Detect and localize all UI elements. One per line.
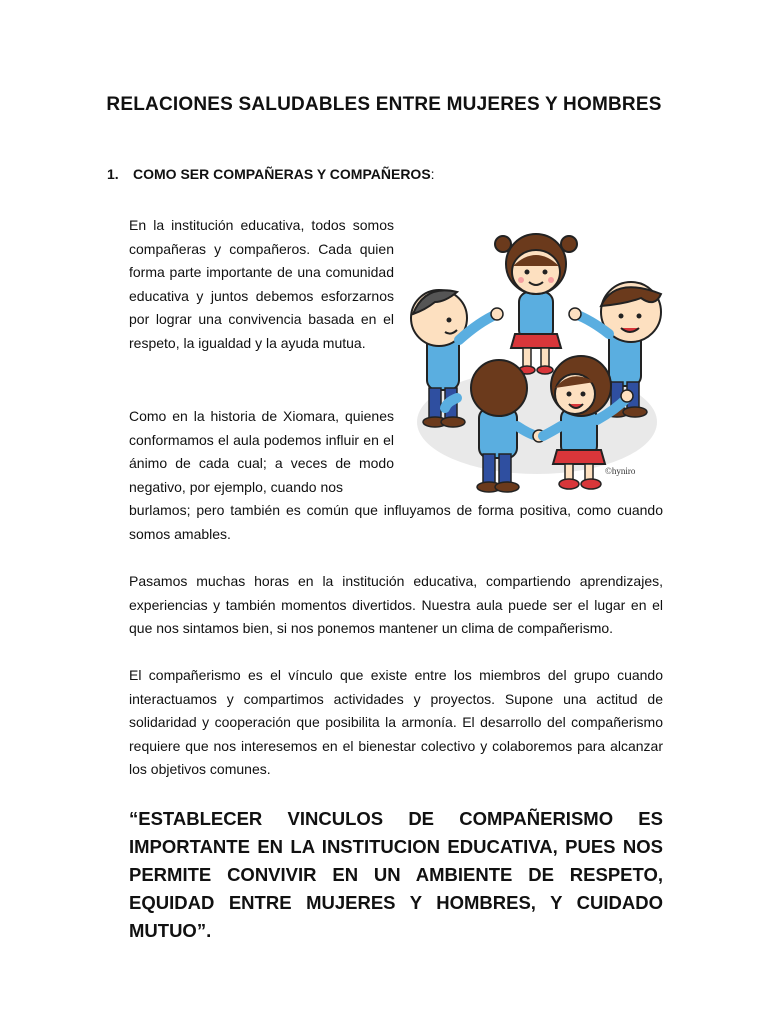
highlight-quote: “ESTABLECER VINCULOS DE COMPAÑERISMO ES IMPORTANTE EN LA INSTITUCION EDUCATIVA, PUES NOS PERMITE CONVIVIR EN UN AMBIENTE DE RESPETO, EQUIDAD ENTRE MUJERES Y HOMBRES, Y CUIDADO MUTUO”. [129,808,663,941]
children-circle-illustration [405,222,671,498]
section-heading [107,166,435,182]
section-number: 1. [107,166,119,182]
section-heading-text: COMO SER COMPAÑERAS Y COMPAÑEROS [133,166,431,182]
paragraph-4: El compañerismo es el vínculo que existe entre los miembros del grupo cuando interactuamos y compartimos actividades y proyectos. Supone una actitud de solidaridad y cooperación que posibilita la armonía. El desarrollo del compañerismo requiere que nos interesemos en el bienestar colectivo y colaboremos para alcanzar los objetivos comunes. [129,667,663,777]
paragraph-3: Pasamos muchas horas en la institución educativa, compartiendo aprendizajes, experiencias y también momentos divertidos. Nuestra aula puede ser el lugar en el que nos sintamos bien, si nos ponemos mantener un clima de compañerismo. [129,573,663,636]
section-heading-colon: : [430,166,435,182]
paragraph-2-continued: burlamos; pero también es común que influyamos de forma positiva, como cuando somos amables. [129,502,663,542]
document-title: RELACIONES SALUDABLES ENTRE MUJERES Y HOMBRES [106,94,662,115]
paragraph-2: Como en la historia de Xiomara, quienes conformamos el aula podemos influir en el ánimo de cada cual; a veces de modo negativo, por ejemplo, cuando nos [129,408,394,495]
illustration-signature: ©hyniro [605,466,636,476]
children-circle-svg [405,222,671,498]
child-top-girl [495,234,577,374]
paragraph-1: En la institución educativa, todos somos compañeras y compañeros. Cada quien forma parte importante de una comunidad educativa y juntos debemos esforzarnos por lograr una convivencia basada en el respeto, la igualdad y la ayuda mutua. [129,217,394,351]
